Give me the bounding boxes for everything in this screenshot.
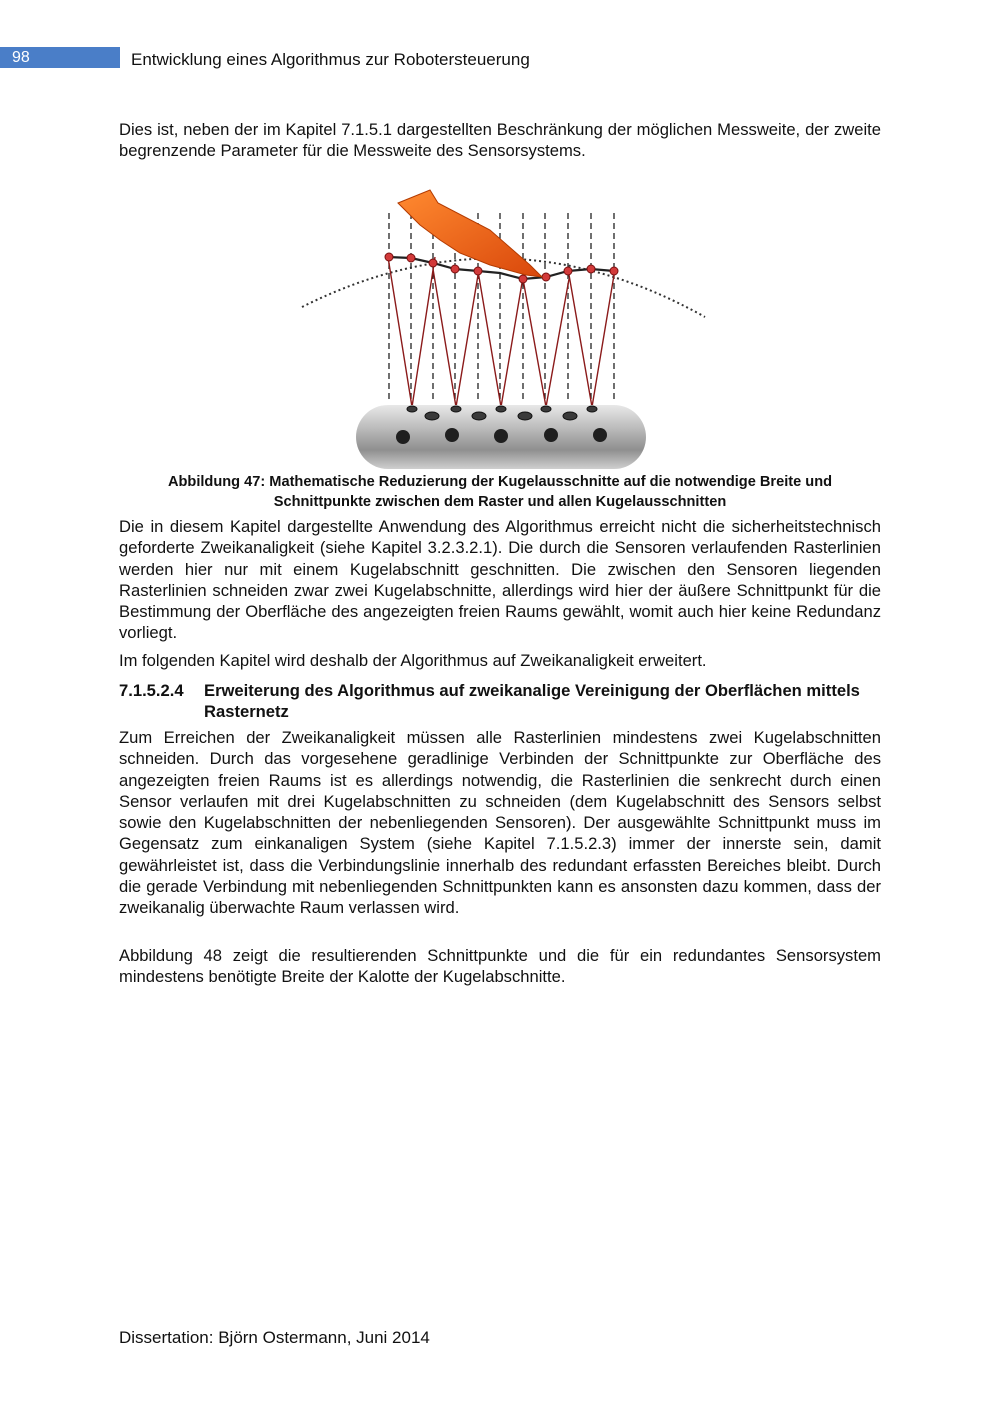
- paragraph-1: Die in diesem Kapitel dargestellte Anwendung des Algorithmus erreicht nicht die sicherheitstechnisch geforderte Zweikanaligkeit (siehe Kapitel 3.2.3.2.1). Die durch die Sensoren verlaufenden Rasterlinien werden hier nur mit einem Kugelabschnitt geschnitten. Die zwischen den Sensoren liegenden Rasterlinien schneiden zwar zwei Kugelabschnitte, allerdings wird hier der äußere Schnittpunkt für die Bestimmung der Oberfläche des angezeigten freien Raums gewählt, womit auch hier keine Redundanz vorliegt.: [119, 517, 881, 643]
- sensor-diagram-svg: [290, 185, 720, 475]
- paragraph-3: Zum Erreichen der Zweikanaligkeit müssen alle Rasterlinien mindestens zwei Kugelabschnitten schneiden. Durch das vorgesehene geradlinige Verbinden der Schnittpunkte zur Oberfläche des angezeigten freien Raums ist es allerdings notwendig, die Rasterlinien die senkrecht durch einen Sensor verlaufen mit drei Kugelabschnitten zu schneiden (dem Kugelabschnitt des Sensors selbst sowie den Kugelabschnitten der nebenliegenden Sensoren). Der ausgewählte Schnittpunkt muss im Gegensatz zum einkanaligen System (siehe Kapitel 7.1.5.2.3) immer der innerste sein, damit gewährleistet ist, dass die Verbindungslinie innerhalb des redundant erfassten Bereiches bleibt. Durch die gerade Verbindung mit nebenliegenden Schnittpunkten kann es ansonsten dazu kommen, dass der zweikanalig überwachte Raum verlassen wird.: [119, 728, 881, 918]
- sensor-cones: [388, 257, 615, 407]
- running-title: Entwicklung eines Algorithmus zur Robotersteuerung: [131, 50, 530, 69]
- section-number: 7.1.5.2.4: [119, 681, 184, 700]
- section-title: Erweiterung des Algorithmus auf zweikanalige Vereinigung der Oberflächen mittels Rasternetz: [204, 681, 860, 721]
- paragraph-4: Abbildung 48 zeigt die resultierenden Schnittpunkte und die für ein redundantes Sensorsystem mindestens benötigte Breite der Kalotte der Kugelabschnitte.: [119, 946, 881, 987]
- page-number: 98: [12, 49, 30, 66]
- intro-paragraph: Dies ist, neben der im Kapitel 7.1.5.1 dargestellten Beschränkung der möglichen Messweite, der zweite begrenzende Parameter für die Messweite des Sensorsystems.: [119, 120, 881, 161]
- figure-sensor-diagram: [290, 185, 720, 475]
- hand-pointer-icon: [398, 190, 542, 277]
- paragraph-2: Im folgenden Kapitel wird deshalb der Algorithmus auf Zweikanaligkeit erweitert.: [119, 651, 707, 670]
- footer-text: Dissertation: Björn Ostermann, Juni 2014: [119, 1328, 430, 1347]
- figure-caption: Abbildung 47: Mathematische Reduzierung der Kugelausschnitte auf die notwendige Breite und Schnittpunkte zwischen dem Raster und allen Kugelausschnitten: [167, 474, 833, 510]
